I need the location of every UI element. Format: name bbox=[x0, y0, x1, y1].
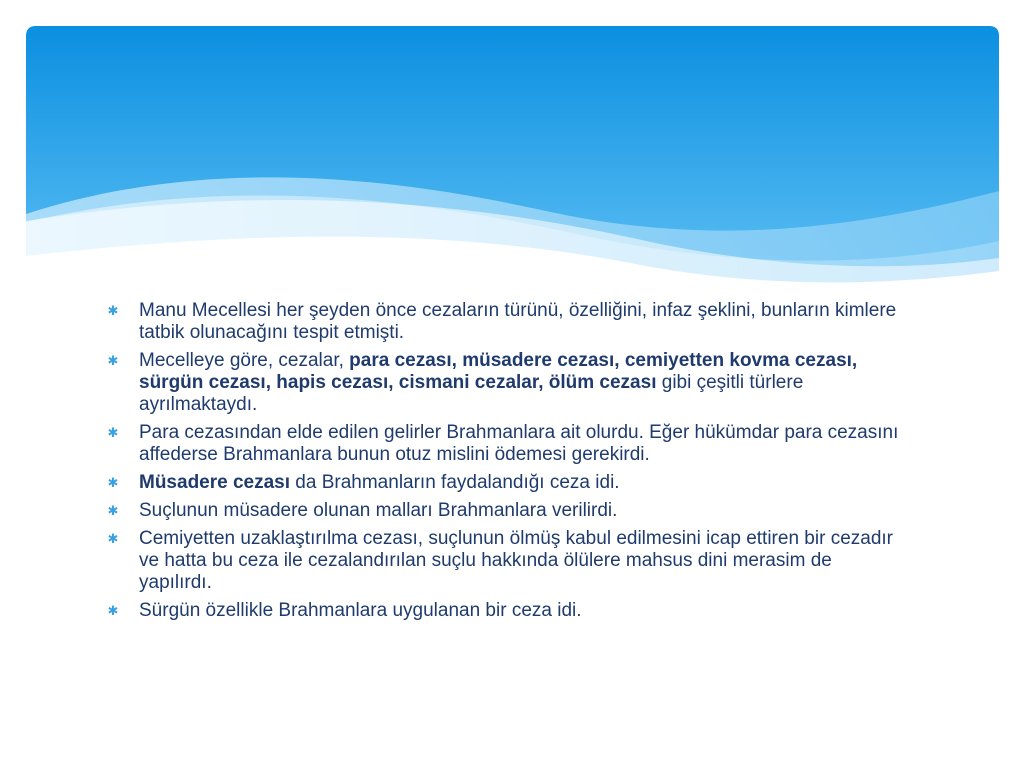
list-item bbox=[106, 472, 906, 494]
item-text-tail: gibi çeşitli türlere ayrılmaktaydı. bbox=[139, 372, 804, 415]
asterisk-icon: ✱ bbox=[107, 425, 119, 440]
asterisk-icon: ✱ bbox=[107, 303, 119, 318]
list-item bbox=[106, 600, 906, 622]
list-item bbox=[106, 422, 906, 466]
asterisk-icon: ✱ bbox=[107, 475, 119, 490]
asterisk-icon: ✱ bbox=[107, 531, 119, 546]
item-text-tail: da Brahmanların faydalandığı ceza idi. bbox=[290, 472, 620, 493]
list-item bbox=[106, 300, 906, 344]
bullet-list bbox=[106, 300, 906, 622]
item-bold-text: para cezası, müsadere cezası, cemiyetten kovma cezası, sürgün cezası, hapis cezası, cismani cezalar, ölüm cezası bbox=[139, 350, 858, 393]
header-wave-banner bbox=[26, 26, 999, 288]
item-text: Cemiyetten uzaklaştırılma cezası, suçlunun ölmüş kabul edilmesini icap ettiren bir cezadır ve hatta bu ceza ile cezalandırılan suçlu hakkında ölülere mahsus dini merasim de yapılırdı. bbox=[139, 528, 893, 593]
item-text: Mecelleye göre, cezalar, bbox=[139, 350, 350, 371]
list-item bbox=[106, 350, 906, 416]
item-text: Para cezasından elde edilen gelirler Brahmanlara ait olurdu. Eğer hükümdar para cezasını affederse Brahmanlara bunun otuz mislini ödemesi gerekirdi. bbox=[139, 422, 899, 465]
wave-graphic bbox=[26, 26, 999, 288]
item-text: Manu Mecellesi her şeyden önce cezaların türünü, özelliğini, infaz şeklini, bunların kimlere tatbik olunacağını tespit etmişti. bbox=[139, 300, 897, 343]
asterisk-icon: ✱ bbox=[107, 353, 119, 368]
content-area bbox=[106, 300, 906, 628]
item-bold-text: Müsadere cezası bbox=[139, 472, 291, 493]
list-item bbox=[106, 500, 906, 522]
asterisk-icon: ✱ bbox=[107, 603, 119, 618]
item-text: Suçlunun müsadere olunan malları Brahmanlara verilirdi. bbox=[139, 500, 618, 521]
asterisk-icon: ✱ bbox=[107, 503, 119, 518]
list-item bbox=[106, 528, 906, 594]
item-text: Sürgün özellikle Brahmanlara uygulanan bir ceza idi. bbox=[139, 600, 582, 621]
